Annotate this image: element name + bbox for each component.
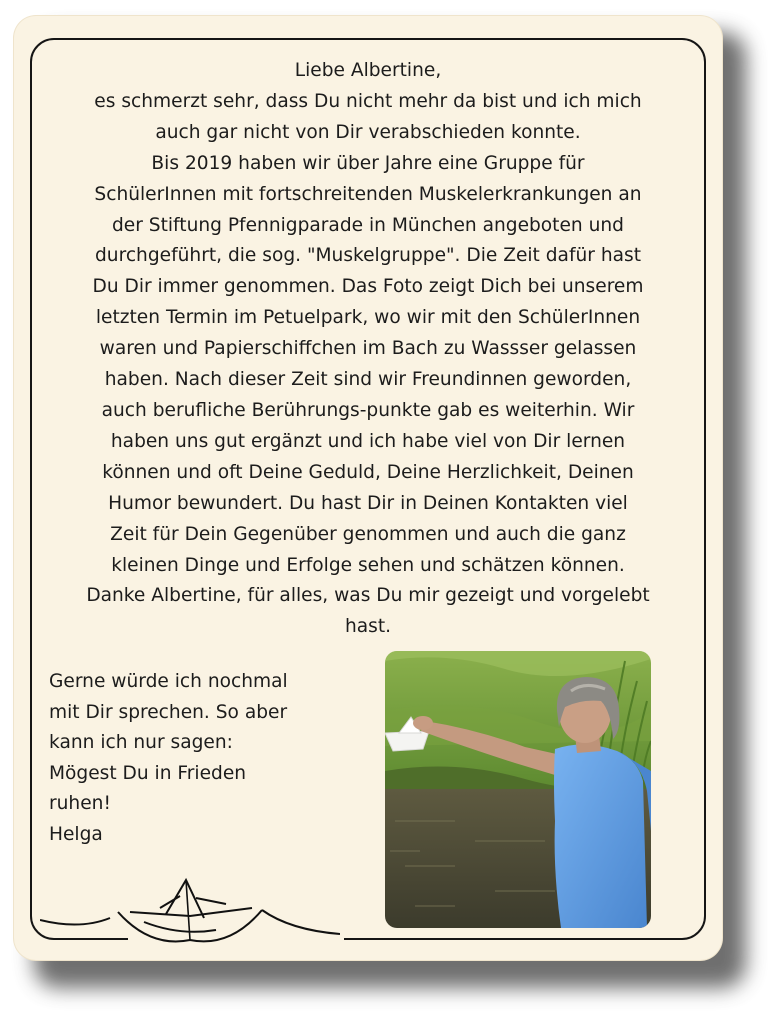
letter-line: Du Dir immer genommen. Das Foto zeigt Dich bei unserem: [92, 276, 644, 298]
letter-line: haben. Nach dieser Zeit sind wir Freundinnen geworden,: [104, 369, 632, 391]
letter-line: letzten Termin im Petuelpark, wo wir mit den SchülerInnen: [95, 307, 641, 329]
paper-boat-icon: [40, 868, 340, 954]
letter-line: auch berufliche Berührungs-punkte gab es weiterhin. Wir: [101, 399, 635, 421]
letter-line: können und oft Deine Geduld, Deine Herzlichkeit, Deinen: [102, 461, 634, 483]
photo: [385, 651, 651, 928]
letter-greeting: Liebe Albertine,: [294, 60, 442, 81]
letter-line: Humor bewundert. Du hast Dir in Deinen Kontakten viel: [108, 492, 628, 514]
letter-line: durchgeführt, die sog. "Muskelgruppe". Die Zeit dafür hast: [95, 245, 641, 267]
closing-text: [49, 667, 349, 851]
closing-line: Gerne würde ich nochmal: [49, 671, 288, 692]
letter-text: [44, 56, 692, 643]
letter-line: Zeit für Dein Gegenüber genommen und auch die ganz: [110, 523, 626, 545]
letter-line: hast.: [344, 616, 392, 638]
closing-line: Mögest Du in Frieden: [49, 762, 247, 784]
photo-illustration: [385, 651, 651, 928]
letter-line: Bis 2019 haben wir über Jahre eine Gruppe für: [151, 152, 585, 174]
letter-line: der Stiftung Pfennigparade in München angeboten und: [112, 214, 624, 236]
letter-line: kleinen Dinge und Erfolge sehen und schätzen können.: [111, 554, 625, 576]
closing-line: kann ich nur sagen:: [49, 732, 233, 754]
letter-line: Danke Albertine, für alles, was Du mir gezeigt und vorgelebt: [86, 585, 650, 607]
letter-line: auch gar nicht von Dir verabschieden konnte.: [155, 121, 581, 143]
closing-line: mit Dir sprechen. So aber: [49, 701, 288, 723]
letter-line: SchülerInnen mit fortschreitenden Muskelerkrankungen an: [94, 183, 642, 205]
letter-line: haben uns gut ergänzt und ich habe viel von Dir lernen: [110, 430, 626, 452]
letter-line: es schmerzt sehr, dass Du nicht mehr da bist und ich mich: [94, 90, 642, 112]
closing-line: ruhen!: [49, 793, 111, 815]
signature: Helga: [49, 823, 103, 845]
letter-line: waren und Papierschiffchen im Bach zu Wassser gelassen: [99, 338, 637, 360]
